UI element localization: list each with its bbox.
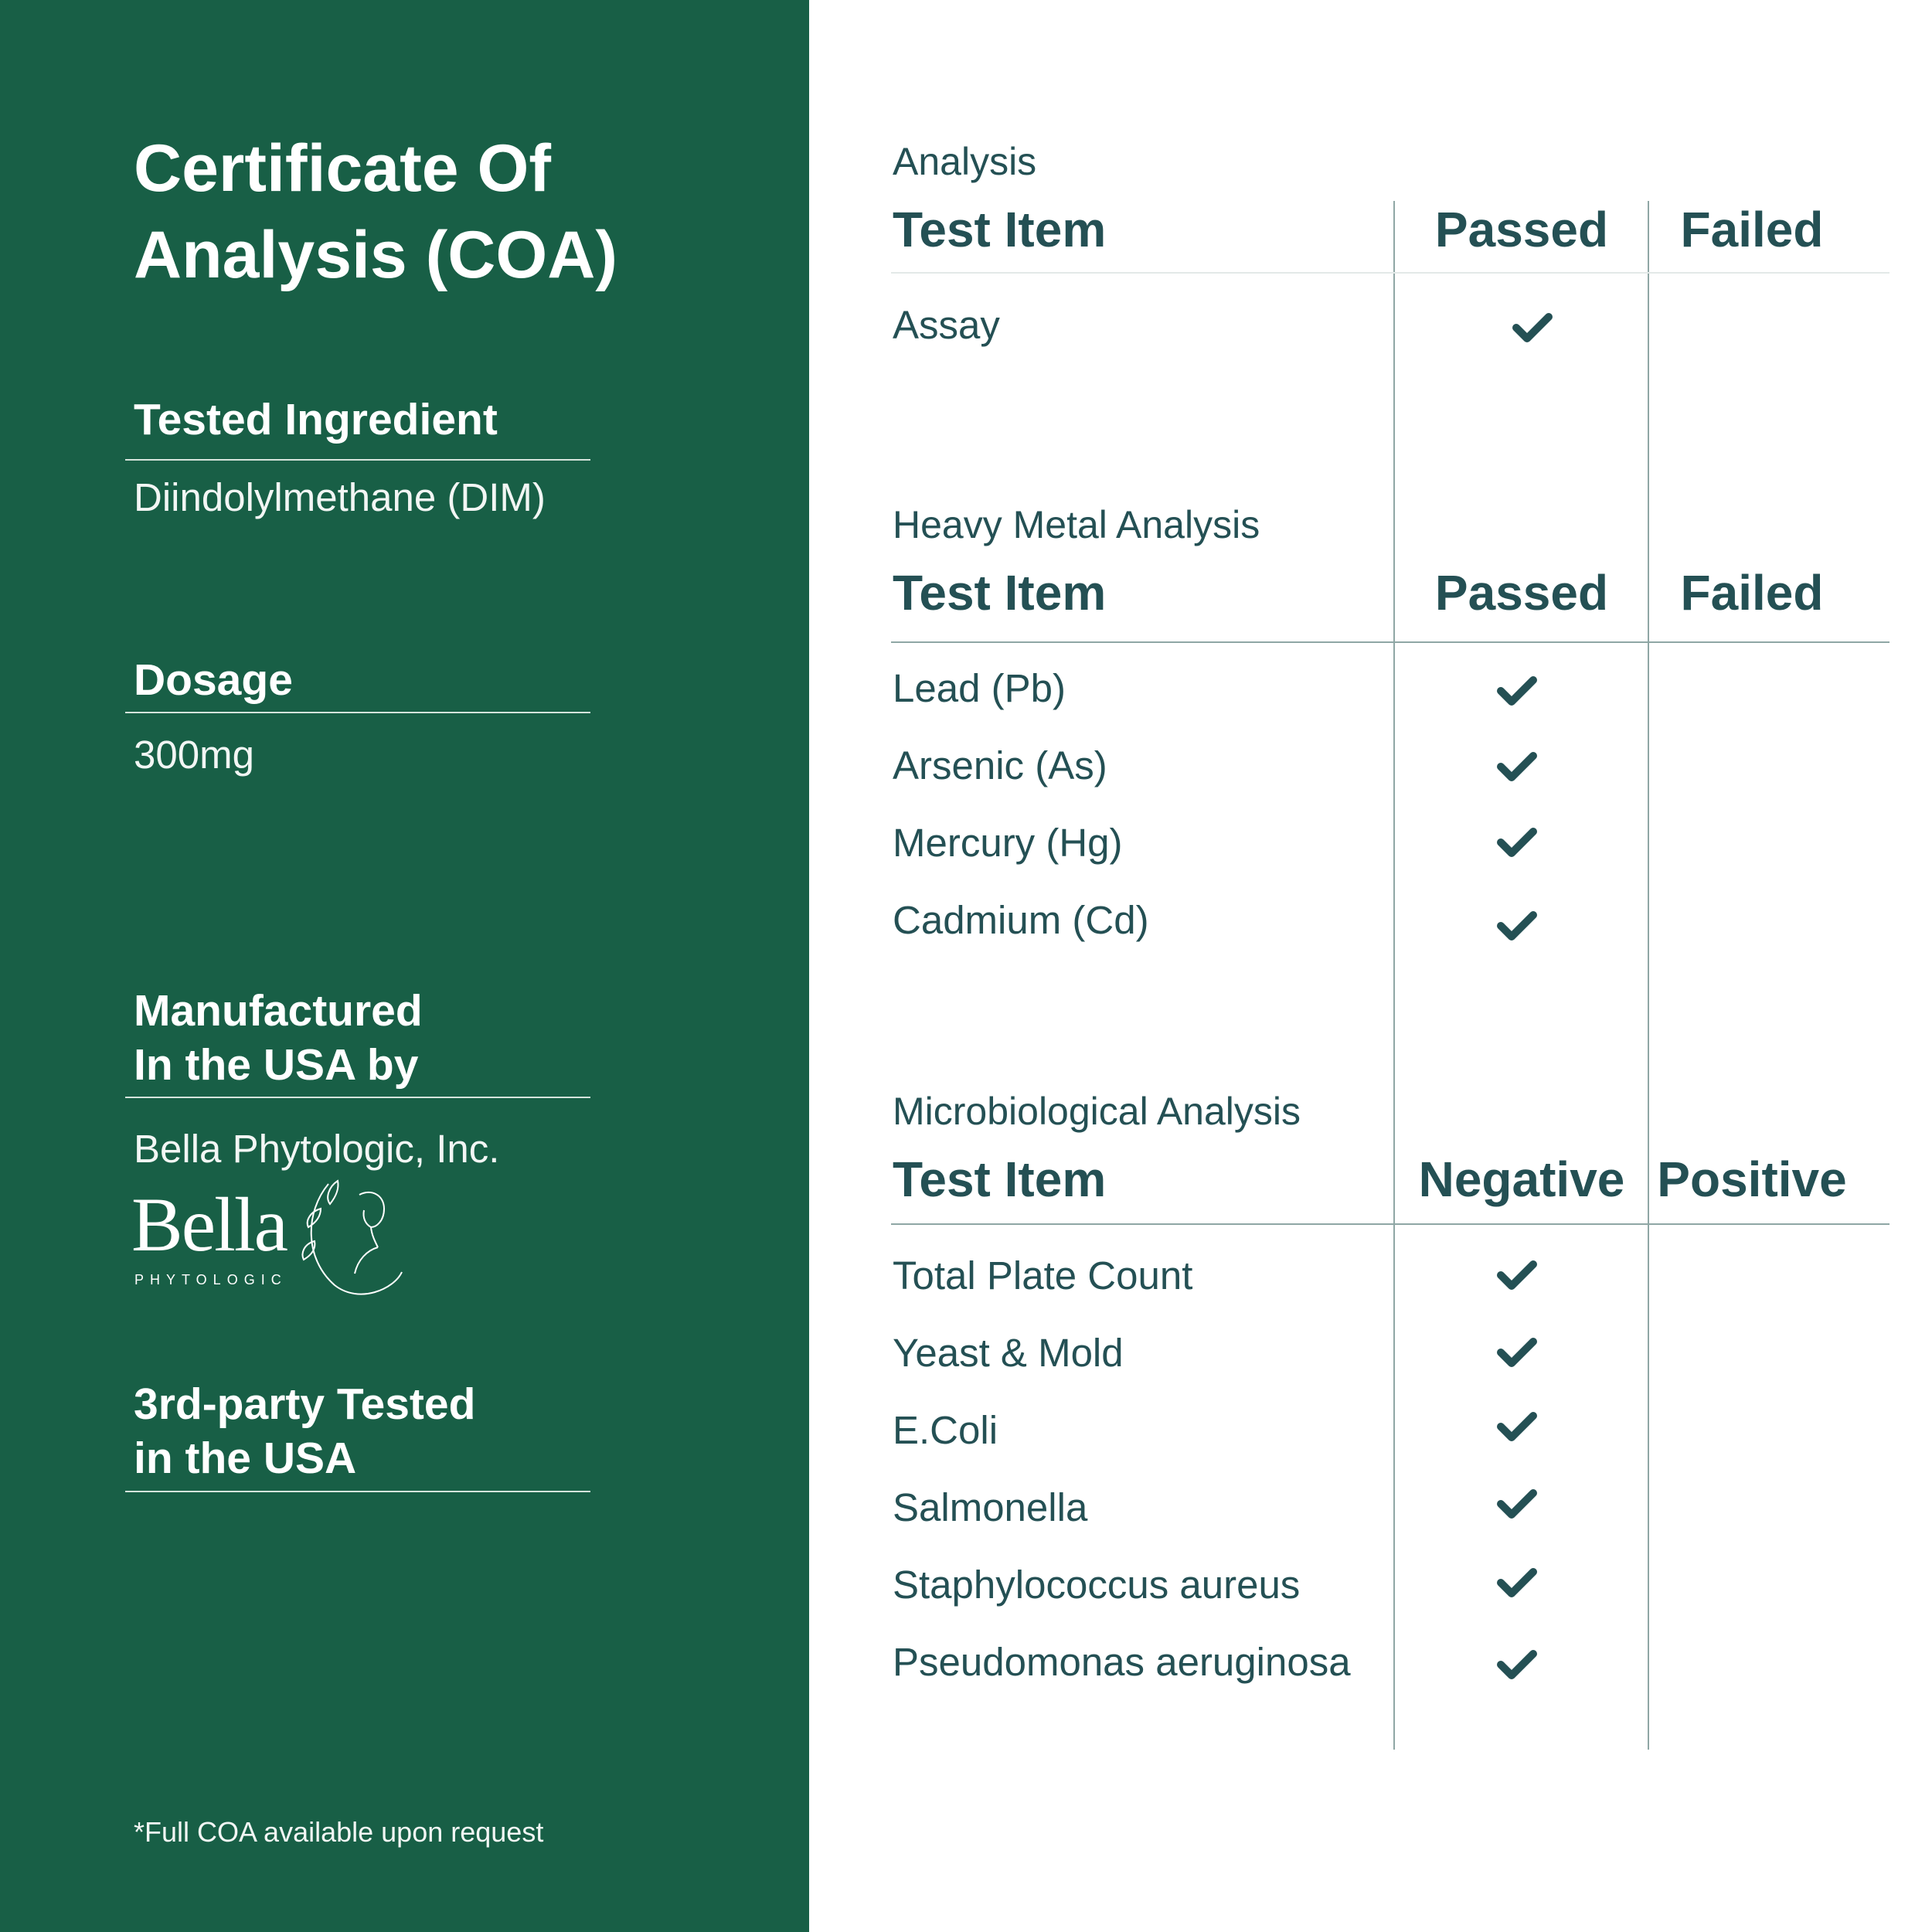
divider xyxy=(125,1491,590,1492)
checkmark-icon xyxy=(1497,1258,1537,1292)
header-test-item: Test Item xyxy=(893,565,1107,621)
table-row-label: Total Plate Count xyxy=(893,1253,1193,1298)
manufactured-label-line-2: In the USA by xyxy=(134,1040,419,1090)
logo-wordmark: Bella xyxy=(131,1182,287,1267)
manufactured-label xyxy=(134,984,423,1092)
table-row-label: Mercury (Hg) xyxy=(893,821,1123,865)
header-failed: Failed xyxy=(1680,565,1824,621)
header-passed: Passed xyxy=(1434,202,1609,257)
table-row-label: Salmonella xyxy=(893,1485,1088,1529)
column-divider-1 xyxy=(1393,201,1395,1750)
dosage-value: 300mg xyxy=(134,733,254,777)
table-row-label: Pseudomonas aeruginosa xyxy=(893,1640,1351,1684)
tested-ingredient-value: Diindolylmethane (DIM) xyxy=(134,475,546,519)
checkmark-icon xyxy=(1497,909,1537,943)
header-negative: Negative xyxy=(1418,1151,1625,1207)
page-title xyxy=(134,125,617,298)
header-passed: Passed xyxy=(1434,565,1609,621)
header-rule xyxy=(891,641,1889,643)
header-rule xyxy=(891,272,1889,274)
third-party-tested-label xyxy=(134,1377,475,1485)
third-party-line-2: in the USA xyxy=(134,1434,357,1483)
manufacturer-value: Bella Phytologic, Inc. xyxy=(134,1127,500,1171)
table-row-label: E.Coli xyxy=(893,1408,998,1452)
checkmark-icon xyxy=(1497,1335,1537,1369)
manufactured-label-line-1: Manufactured xyxy=(134,986,423,1036)
tested-ingredient-label: Tested Ingredient xyxy=(134,395,498,444)
table-row-label: Staphylococcus aureus xyxy=(893,1563,1301,1607)
table-row-label: Assay xyxy=(893,303,1000,347)
leaf-woman-emblem-icon xyxy=(298,1173,406,1297)
header-rule xyxy=(891,1223,1889,1225)
checkmark-icon xyxy=(1497,1566,1537,1600)
table-row-label: Cadmium (Cd) xyxy=(893,898,1149,942)
section-title-heavy-metal: Heavy Metal Analysis xyxy=(893,503,1260,546)
divider xyxy=(125,712,590,713)
checkmark-icon xyxy=(1497,1410,1537,1444)
checkmark-icon xyxy=(1497,1648,1537,1682)
footnote: *Full COA available upon request xyxy=(134,1816,544,1848)
header-failed: Failed xyxy=(1680,202,1824,257)
title-line-1: Certificate Of xyxy=(134,131,552,206)
table-row-label: Lead (Pb) xyxy=(893,666,1066,710)
divider xyxy=(125,459,590,461)
results-panel xyxy=(809,0,1932,1932)
title-line-2: Analysis (COA) xyxy=(134,218,618,292)
checkmark-icon xyxy=(1497,750,1537,784)
logo-subtext: PHYTOLOGIC xyxy=(134,1272,287,1287)
dosage-label: Dosage xyxy=(134,655,293,705)
third-party-line-1: 3rd-party Tested xyxy=(134,1379,476,1429)
table-row-label: Arsenic (As) xyxy=(893,743,1107,787)
divider xyxy=(125,1097,590,1098)
left-panel xyxy=(0,0,809,1932)
header-test-item: Test Item xyxy=(893,202,1107,257)
checkmark-icon xyxy=(1512,311,1553,345)
checkmark-icon xyxy=(1497,674,1537,708)
section-title-microbiological: Microbiological Analysis xyxy=(893,1090,1301,1133)
column-divider-2 xyxy=(1648,201,1649,1750)
section-title-analysis: Analysis xyxy=(893,140,1037,183)
header-positive: Positive xyxy=(1657,1151,1847,1207)
checkmark-icon xyxy=(1497,825,1537,859)
header-test-item: Test Item xyxy=(893,1151,1107,1207)
checkmark-icon xyxy=(1497,1487,1537,1521)
table-row-label: Yeast & Mold xyxy=(893,1331,1124,1375)
bella-phytologic-logo xyxy=(131,1182,410,1298)
